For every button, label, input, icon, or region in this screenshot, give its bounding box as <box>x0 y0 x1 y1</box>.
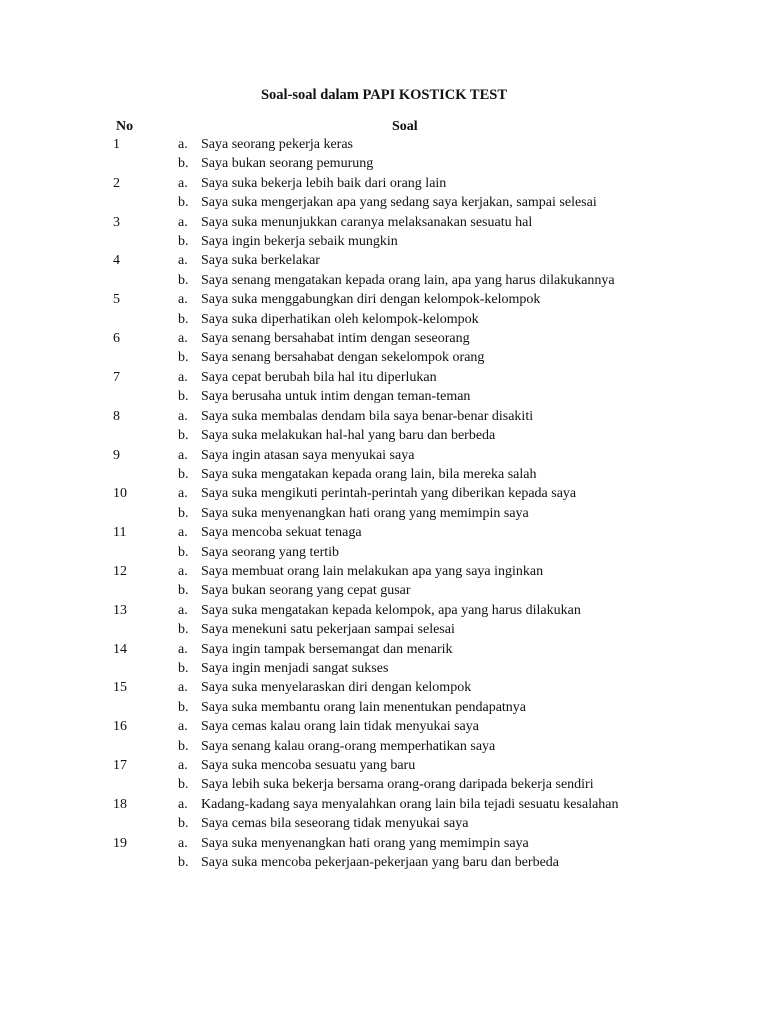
question-number: 15 <box>113 680 127 696</box>
option-text: Saya cemas kalau orang lain tidak menyukai saya <box>201 719 479 735</box>
option-letter: b. <box>178 234 189 250</box>
option-letter: a. <box>178 486 188 502</box>
question-item <box>0 290 768 329</box>
option-letter: b. <box>178 466 189 482</box>
answer-option <box>0 698 768 717</box>
option-text: Saya cepat berubah bila hal itu diperlukan <box>201 369 437 385</box>
question-item <box>0 446 768 485</box>
column-header-no: No <box>116 119 134 134</box>
question-item <box>0 174 768 213</box>
option-letter: b. <box>178 156 189 172</box>
option-text: Saya suka bekerja lebih baik dari orang lain <box>201 175 447 191</box>
option-letter: b. <box>178 622 189 638</box>
question-number: 2 <box>113 175 120 191</box>
option-letter: a. <box>178 563 188 579</box>
question-item <box>0 251 768 290</box>
option-letter: b. <box>178 350 189 366</box>
question-number: 13 <box>113 602 127 618</box>
option-letter: a. <box>178 137 188 152</box>
answer-option <box>0 213 768 232</box>
answer-option <box>0 251 768 270</box>
answer-option <box>0 814 768 833</box>
option-text: Saya ingin tampak bersemangat dan menarik <box>201 641 453 657</box>
option-text: Saya suka menunjukkan caranya melaksanakan sesuatu hal <box>201 214 533 230</box>
option-text: Saya membuat orang lain melakukan apa yang saya inginkan <box>201 563 544 579</box>
option-letter: a. <box>178 835 188 851</box>
answer-option <box>0 154 768 173</box>
question-item <box>0 135 768 174</box>
answer-option <box>0 795 768 814</box>
option-text: Saya senang bersahabat dengan sekelompok orang <box>201 350 485 366</box>
option-letter: b. <box>178 660 189 676</box>
answer-option <box>0 446 768 465</box>
answer-option <box>0 756 768 775</box>
answer-option <box>0 853 768 872</box>
answer-option <box>0 504 768 523</box>
option-letter: a. <box>178 408 188 424</box>
option-text: Saya senang mengatakan kepada orang lain, apa yang harus dilakukannya <box>201 272 615 288</box>
option-letter: a. <box>178 292 188 308</box>
answer-option <box>0 601 768 620</box>
option-text: Saya seorang yang tertib <box>201 544 340 560</box>
question-number: 10 <box>113 486 127 502</box>
option-text: Saya suka menggabungkan diri dengan kelompok-kelompok <box>201 292 541 308</box>
question-item <box>0 717 768 756</box>
option-text: Saya suka menyenangkan hati orang yang memimpin saya <box>201 835 529 851</box>
question-number: 18 <box>113 796 127 812</box>
option-text: Saya seorang pekerja keras <box>201 137 353 152</box>
column-header-soal: Soal <box>392 119 418 134</box>
option-text: Saya suka mengikuti perintah-perintah yang diberikan kepada saya <box>201 486 577 502</box>
option-letter: a. <box>178 719 188 735</box>
option-letter: b. <box>178 699 189 715</box>
option-letter: b. <box>178 777 189 793</box>
option-text: Saya ingin atasan saya menyukai saya <box>201 447 415 463</box>
option-text: Saya suka mengerjakan apa yang sedang saya kerjakan, sampai selesai <box>201 195 597 211</box>
question-list <box>0 135 768 872</box>
option-letter: b. <box>178 505 189 521</box>
option-letter: a. <box>178 680 188 696</box>
option-text: Saya senang bersahabat intim dengan seseorang <box>201 331 470 347</box>
option-letter: a. <box>178 175 188 191</box>
option-text: Saya bukan seorang yang cepat gusar <box>201 583 411 599</box>
answer-option <box>0 717 768 736</box>
option-letter: b. <box>178 855 189 871</box>
question-number: 4 <box>113 253 120 269</box>
answer-option <box>0 678 768 697</box>
option-letter: b. <box>178 544 189 560</box>
question-item <box>0 678 768 717</box>
option-letter: a. <box>178 253 188 269</box>
question-number: 6 <box>113 331 120 347</box>
option-letter: b. <box>178 311 189 327</box>
option-text: Saya mencoba sekuat tenaga <box>201 525 362 541</box>
answer-option <box>0 348 768 367</box>
option-text: Saya bukan seorang pemurung <box>201 156 374 172</box>
option-text: Saya suka mencoba pekerjaan-pekerjaan yang baru dan berbeda <box>201 855 559 871</box>
option-text: Saya suka membantu orang lain menentukan pendapatnya <box>201 699 527 715</box>
answer-option <box>0 329 768 348</box>
answer-option <box>0 775 768 794</box>
question-number: 7 <box>113 369 120 385</box>
question-item <box>0 795 768 834</box>
option-letter: a. <box>178 447 188 463</box>
option-text: Saya lebih suka bekerja bersama orang-orang daripada bekerja sendiri <box>201 777 594 793</box>
option-text: Saya suka melakukan hal-hal yang baru dan berbeda <box>201 428 496 444</box>
option-letter: a. <box>178 758 188 773</box>
option-text: Saya suka diperhatikan oleh kelompok-kelompok <box>201 311 479 327</box>
option-letter: b. <box>178 816 189 832</box>
question-item <box>0 329 768 368</box>
option-text: Saya suka menyenangkan hati orang yang memimpin saya <box>201 505 529 521</box>
answer-option <box>0 581 768 600</box>
answer-option <box>0 310 768 329</box>
option-letter: b. <box>178 428 189 444</box>
option-text: Saya berusaha untuk intim dengan teman-teman <box>201 389 471 405</box>
question-number: 11 <box>113 525 127 541</box>
option-text: Saya suka mengatakan kepada orang lain, bila mereka salah <box>201 466 537 482</box>
answer-option <box>0 368 768 387</box>
option-text: Saya suka mencoba sesuatu yang baru <box>201 758 416 773</box>
option-text: Saya suka menyelaraskan diri dengan kelompok <box>201 680 472 696</box>
option-text: Saya suka membalas dendam bila saya benar-benar disakiti <box>201 408 534 424</box>
option-letter: b. <box>178 738 189 754</box>
option-letter: b. <box>178 389 189 405</box>
option-letter: a. <box>178 796 188 812</box>
answer-option <box>0 135 768 154</box>
question-item <box>0 407 768 446</box>
option-text: Kadang-kadang saya menyalahkan orang lain bila tejadi sesuatu kesalahan <box>201 796 619 812</box>
question-number: 9 <box>113 447 120 463</box>
answer-option <box>0 387 768 406</box>
answer-option <box>0 426 768 445</box>
question-number: 14 <box>113 641 127 657</box>
answer-option <box>0 193 768 212</box>
answer-option <box>0 271 768 290</box>
question-item <box>0 213 768 252</box>
option-text: Saya ingin menjadi sangat sukses <box>201 660 389 676</box>
question-number: 19 <box>113 835 127 851</box>
option-letter: a. <box>178 525 188 541</box>
answer-option <box>0 232 768 251</box>
answer-option <box>0 484 768 503</box>
question-item <box>0 756 768 795</box>
answer-option <box>0 290 768 309</box>
answer-option <box>0 465 768 484</box>
question-item <box>0 368 768 407</box>
option-letter: a. <box>178 331 188 347</box>
option-text: Saya ingin bekerja sebaik mungkin <box>201 234 398 250</box>
question-item <box>0 834 768 873</box>
question-number: 3 <box>113 214 120 230</box>
option-letter: b. <box>178 272 189 288</box>
question-number: 12 <box>113 563 127 579</box>
answer-option <box>0 562 768 581</box>
answer-option <box>0 543 768 562</box>
answer-option <box>0 737 768 756</box>
option-letter: b. <box>178 583 189 599</box>
answer-option <box>0 523 768 542</box>
question-number: 17 <box>113 758 127 773</box>
option-letter: a. <box>178 602 188 618</box>
answer-option <box>0 174 768 193</box>
option-text: Saya menekuni satu pekerjaan sampai selesai <box>201 622 455 638</box>
question-item <box>0 523 768 562</box>
page-title: Soal-soal dalam PAPI KOSTICK TEST <box>260 87 508 103</box>
option-text: Saya suka mengatakan kepada kelompok, apa yang harus dilakukan <box>201 602 581 618</box>
option-letter: a. <box>178 641 188 657</box>
answer-option <box>0 407 768 426</box>
question-number: 16 <box>113 719 127 735</box>
option-letter: a. <box>178 214 188 230</box>
question-item <box>0 640 768 679</box>
question-item <box>0 562 768 601</box>
question-number: 8 <box>113 408 120 424</box>
option-text: Saya senang kalau orang-orang memperhatikan saya <box>201 738 496 754</box>
question-item <box>0 601 768 640</box>
question-number: 5 <box>113 292 120 308</box>
answer-option <box>0 659 768 678</box>
question-number: 1 <box>113 137 120 152</box>
answer-option <box>0 620 768 639</box>
option-text: Saya cemas bila seseorang tidak menyukai saya <box>201 816 469 832</box>
answer-option <box>0 834 768 853</box>
option-letter: b. <box>178 195 189 211</box>
option-text: Saya suka berkelakar <box>201 253 320 269</box>
option-letter: a. <box>178 369 188 385</box>
answer-option <box>0 640 768 659</box>
question-item <box>0 484 768 523</box>
